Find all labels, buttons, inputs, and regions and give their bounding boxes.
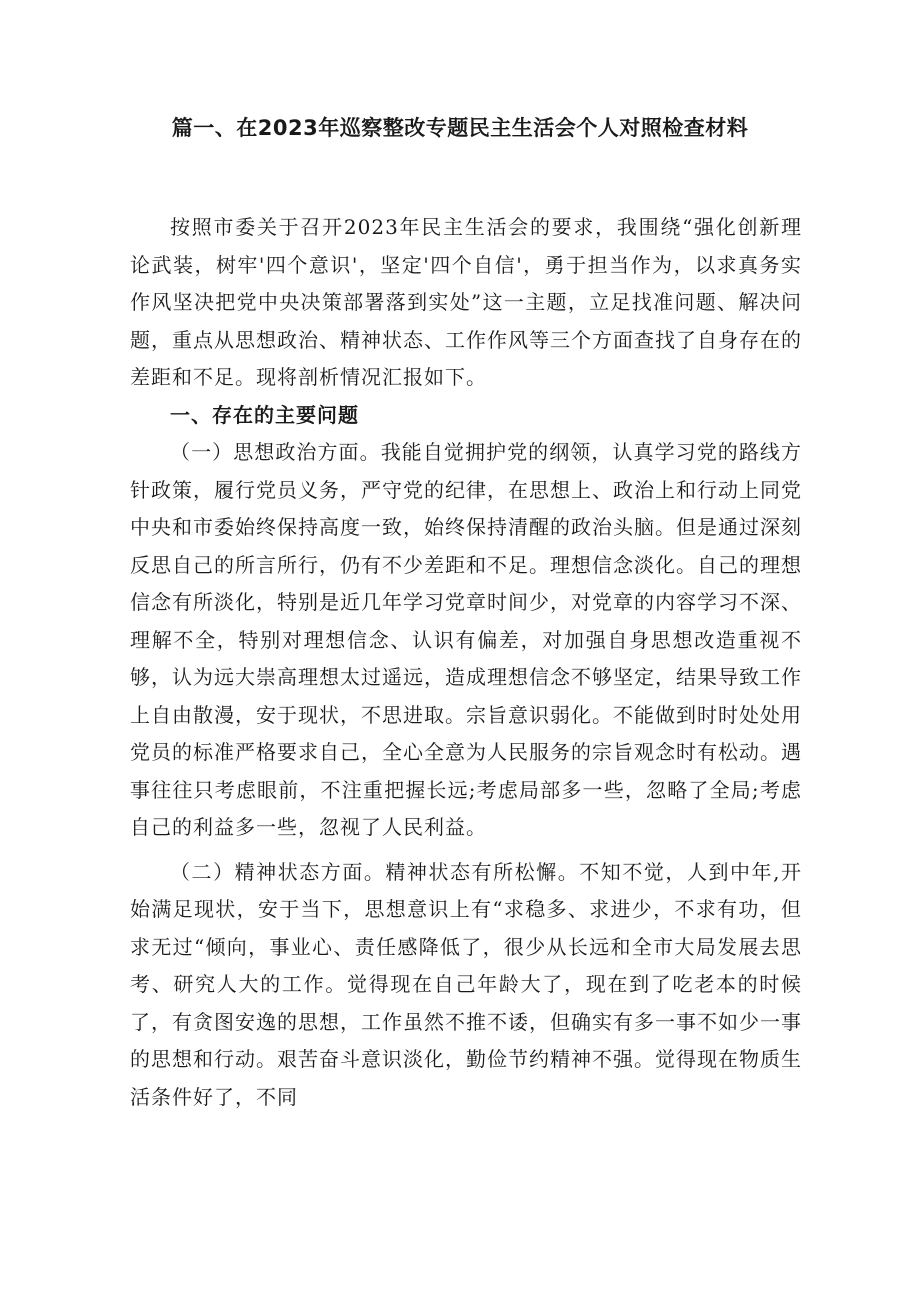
section-heading: 一、存在的主要问题 <box>170 402 359 427</box>
intro-paragraph: 按照市委关于召开2023年民主生活会的要求，我围绕“强化创新理论武装，树牢'四个意识'，坚定'四个自信'，勇于担当作为，以求真务实作风坚决把党中央决策部署落到实处”这一主题，立足找准问题、解决问题，重点从思想政治、精神状态、工作作风等三个方面查找了自身存在的差距和不足。现将剖析情况汇报如下。 <box>130 215 802 389</box>
paragraph-ideology: （一）思想政治方面。我能自觉拥护党的纲领，认真学习党的路线方针政策，履行党员义务，严守党的纪律，在思想上、政治上和行动上同党中央和市委始终保持高度一致，始终保持清醒的政治头脑。但是通过深刻反思自己的所言所行，仍有不少差距和不足。理想信念淡化。自己的理想信念有所淡化，特别是近几年学习党章时间少，对党章的内容学习不深、理解不全，特别对理想信念、认识有偏差，对加强自身思想改造重视不够，认为远大崇高理想太过遥远，造成理想信念不够坚定，结果导致工作上自由散漫，安于现状，不思进取。宗旨意识弱化。不能做到时时处处用党员的标准严格要求自己，全心全意为人民服务的宗旨观念时有松动。遇事往往只考虑眼前，不注重把握长远;考虑局部多一些，忽略了全局;考虑自己的利益多一些，忽视了人民利益。 <box>130 440 802 839</box>
document-body <box>130 209 802 1116</box>
document-title: 篇一、在2023年巡察整改专题民主生活会个人对照检查材料 <box>171 116 749 140</box>
paragraph-spirit: （二）精神状态方面。精神状态有所松懈。不知不觉，人到中年,开始满足现状，安于当下，思想意识上有“求稳多、求进少，不求有功，但求无过“倾向，事业心、责任感降低了，很少从长远和全市大局发展去思考、研究人大的工作。觉得现在自己年龄大了，现在到了吃老本的时候了，有贪图安逸的思想，工作虽然不推不诿，但确实有多一事不如少一事的思想和行动。艰苦奋斗意识淡化，勤俭节约精神不强。觉得现在物质生活条件好了，不同 <box>130 859 802 1109</box>
